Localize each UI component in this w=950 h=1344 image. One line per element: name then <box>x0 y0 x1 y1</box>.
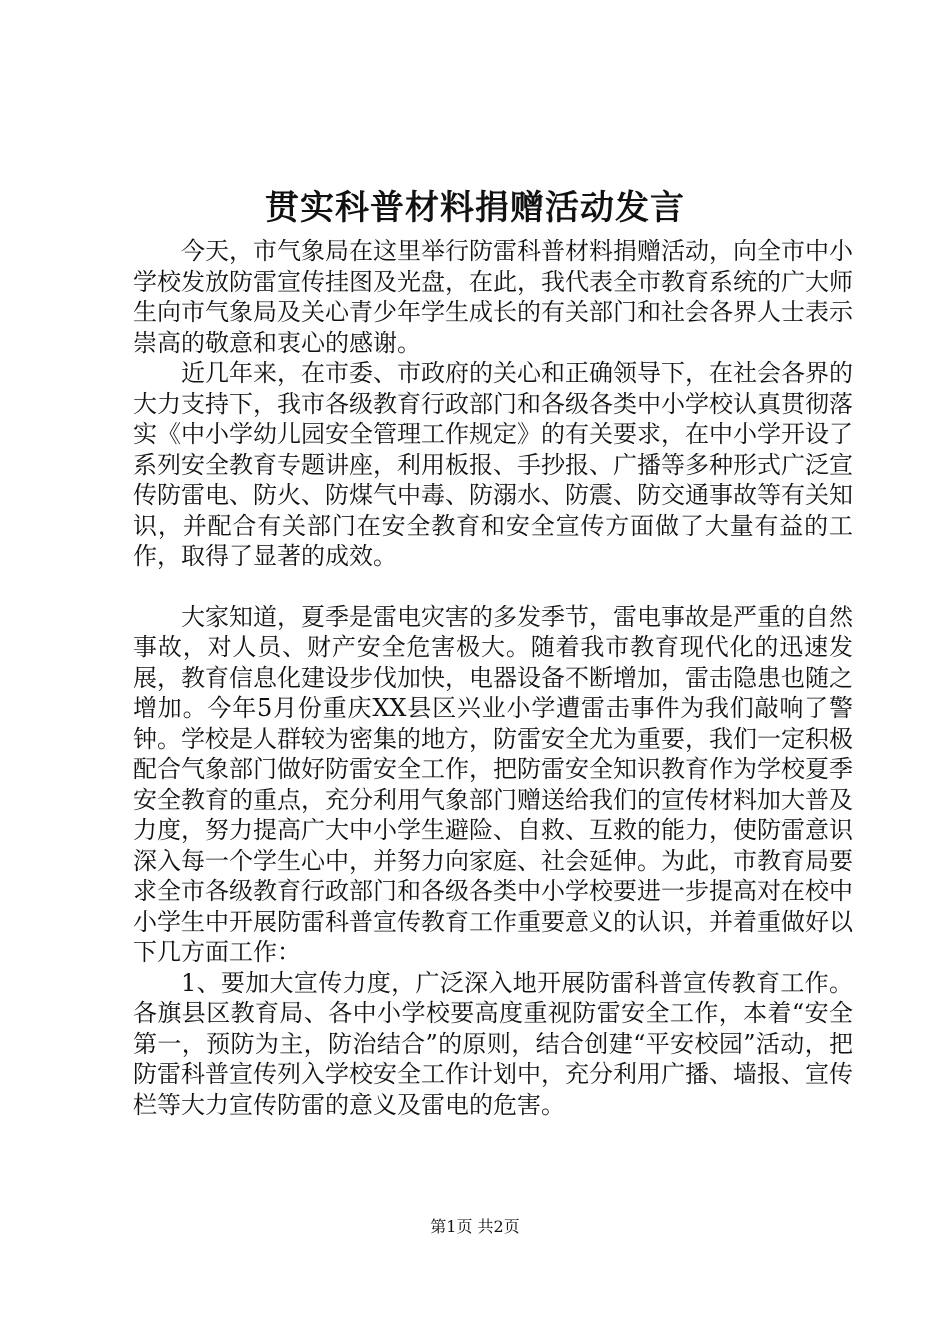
paragraph-achievements: 近几年来，在市委、市政府的关心和正确领导下，在社会各界的大力支持下，我市各级教育行政部门和各级各类中小学校认真贯彻落实《中小学幼儿园安全管理工作规定》的有关要求，在中小学开设了系列安全教育专题讲座，利用板报、手抄报、广播等多种形式广泛宣传防雷电、防火、防煤气中毒、防溺水、防震、防交通事故等有关知识，并配合有关部门在安全教育和安全宣传方面做了大量有益的工作，取得了显著的成效。 <box>133 359 853 570</box>
document-body <box>133 236 853 1120</box>
paragraph-spacer <box>133 572 853 602</box>
page-number-footer: 第1页 共2页 <box>430 1217 520 1236</box>
paragraph-lightning-safety: 大家知道，夏季是雷电灾害的多发季节，雷电事故是严重的自然事故，对人员、财产安全危害极大。随着我市教育现代化的迅速发展，教育信息化建设步伐加快，电器设备不断增加，雷击隐患也随之增加。今年5月份重庆XX县区兴业小学遭雷击事件为我们敲响了警钟。学校是人群较为密集的地方，防雷安全尤为重要，我们一定积极配合气象部门做好防雷安全工作，把防雷安全知识教育作为学校夏季安全教育的重点，充分利用气象部门赠送给我们的宣传材料加大普及力度，努力提高广大中小学生避险、自救、互救的能力，使防雷意识深入每一个学生心中，并努力向家庭、社会延伸。为此，市教育局要求全市各级教育行政部门和各级各类中小学校要进一步提高对在校中小学生中开展防雷科普宣传教育工作重要意义的认识，并着重做好以下几方面工作： <box>133 602 853 966</box>
paragraph-thanks: 今天，市气象局在这里举行防雷科普材料捐赠活动，向全市中小学校发放防雷宣传挂图及光盘，在此，我代表全市教育系统的广大师生向市气象局及关心青少年学生成长的有关部门和社会各界人士表示崇高的敬意和衷心的感谢。 <box>133 237 853 357</box>
document-title: 贯实科普材料捐赠活动发言 <box>265 188 685 228</box>
paragraph-item-1: 1、要加大宣传力度，广泛深入地开展防雷科普宣传教育工作。各旗县区教育局、各中小学校要高度重视防雷安全工作，本着“安全第一，预防为主，防治结合”的原则，结合创建“平安校园”活动，把防雷科普宣传列入学校安全工作计划中，充分利用广播、墙报、宣传栏等大力宣传防雷的意义及雷电的危害。 <box>133 968 853 1119</box>
